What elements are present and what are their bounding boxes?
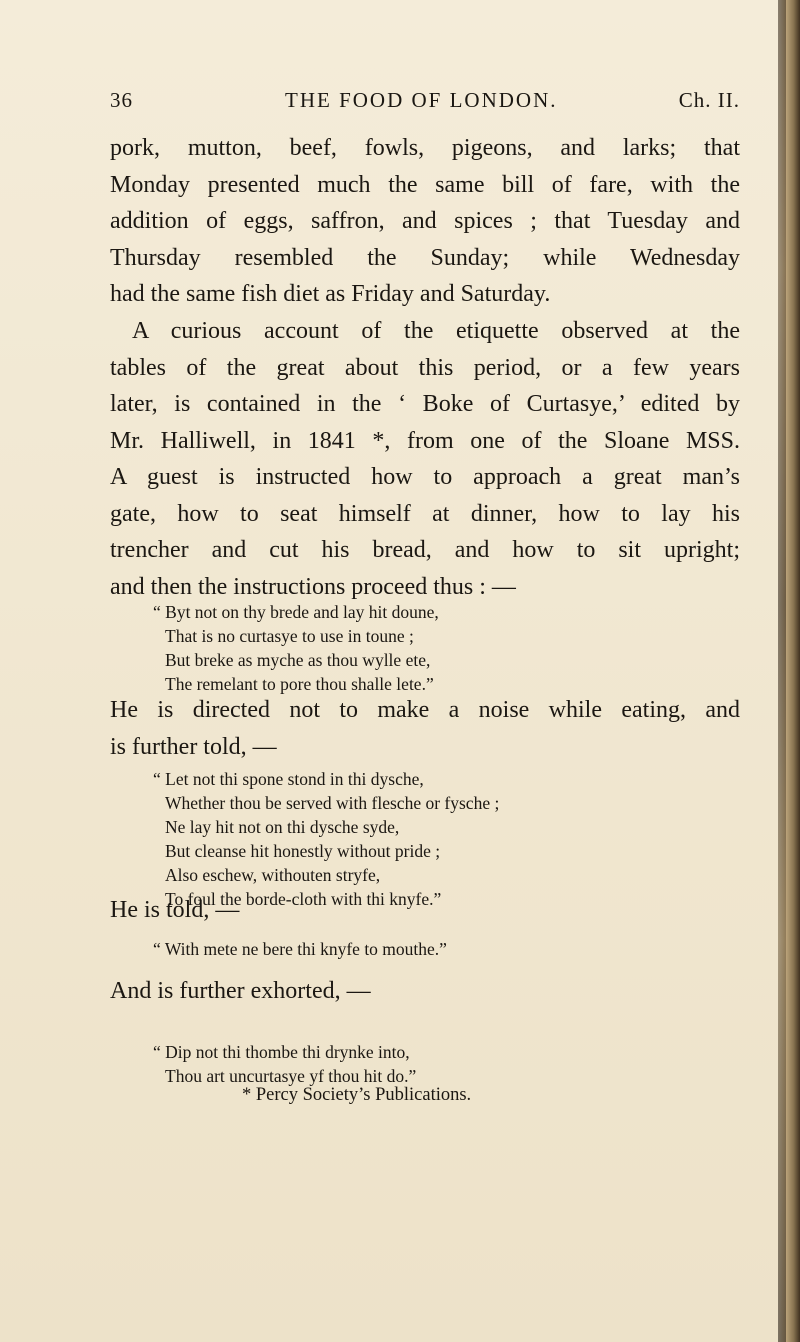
text-line: Monday presented much the same bill of fare, with the [110,171,740,198]
verse-line: But breke as myche as thou wylle ete, [165,650,431,670]
paragraph-5 [110,973,740,1010]
text-line: Thursday resembled the Sunday; while Wednesday [110,244,740,271]
verse-line: Whether thou be served with flesche or fysche ; [165,793,500,813]
footnote: * Percy Society’s Publications. [242,1085,472,1105]
paragraph-4 [110,892,740,929]
text-line: is further told, — [110,733,277,760]
verse-quote-4 [153,1040,416,1088]
text-line: tables of the great about this period, or a few years [110,354,740,381]
chapter-label: Ch. II. [678,88,740,112]
verse-line: Thou art uncurtasye yf thou hit do.” [165,1066,417,1086]
paragraph-1 [110,130,740,313]
text-line: had the same fish diet as Friday and Saturday. [110,281,551,307]
verse-line: “ Dip not thi thombe thi drynke into, [153,1042,410,1062]
verse-quote-3 [153,937,447,961]
text-line: He is directed not to make a noise while eating, and [110,697,740,723]
text-line: pork, mutton, beef, fowls, pigeons, and larks; that [110,135,740,161]
text-line: Mr. Halliwell, in 1841 *, from one of the Sloane MSS. [110,427,740,454]
running-title: THE FOOD OF LONDON. [285,88,558,112]
verse-line: “ Byt not on thy brede and lay hit doune, [153,602,439,622]
text-line: addition of eggs, saffron, and spices ; that Tuesday and [110,208,740,234]
paragraph-3 [110,692,740,765]
text-line: And is further exhorted, — [110,978,371,1004]
verse-line: That is no curtasye to use in toune ; [165,626,414,646]
text-line: and then the instructions proceed thus : — [110,573,516,600]
text-line: trencher and cut his bread, and how to sit upright; [110,537,740,563]
text-line: gate, how to seat himself at dinner, how to lay his [110,500,740,527]
verse-quote-1 [153,600,439,696]
verse-line: But cleanse hit honestly without pride ; [165,841,441,861]
paragraph-2 [110,313,740,605]
page-number: 36 [110,88,133,112]
verse-line: Ne lay hit not on thi dysche syde, [165,817,400,837]
verse-line: The remelant to pore thou shalle lete.” [165,674,434,694]
page-edge-shadow [778,0,786,1342]
verse-quote-2 [153,767,499,911]
verse-line: “ Let not thi spone stond in thi dysche, [153,769,424,789]
running-header [110,88,740,128]
text-line: later, is contained in the ‘ Boke of Curtasye,’ edited by [110,391,740,417]
verse-line: To foul the borde-cloth with thi knyfe.” [165,889,442,909]
text-line: A guest is instructed how to approach a great man’s [110,464,740,490]
text-line: A curious account of the etiquette observed at the [132,318,740,344]
text-line: He is told, — [110,897,240,923]
verse-line: Also eschew, withouten stryfe, [165,865,381,885]
verse-line: “ With mete ne bere thi knyfe to mouthe.” [153,939,447,959]
